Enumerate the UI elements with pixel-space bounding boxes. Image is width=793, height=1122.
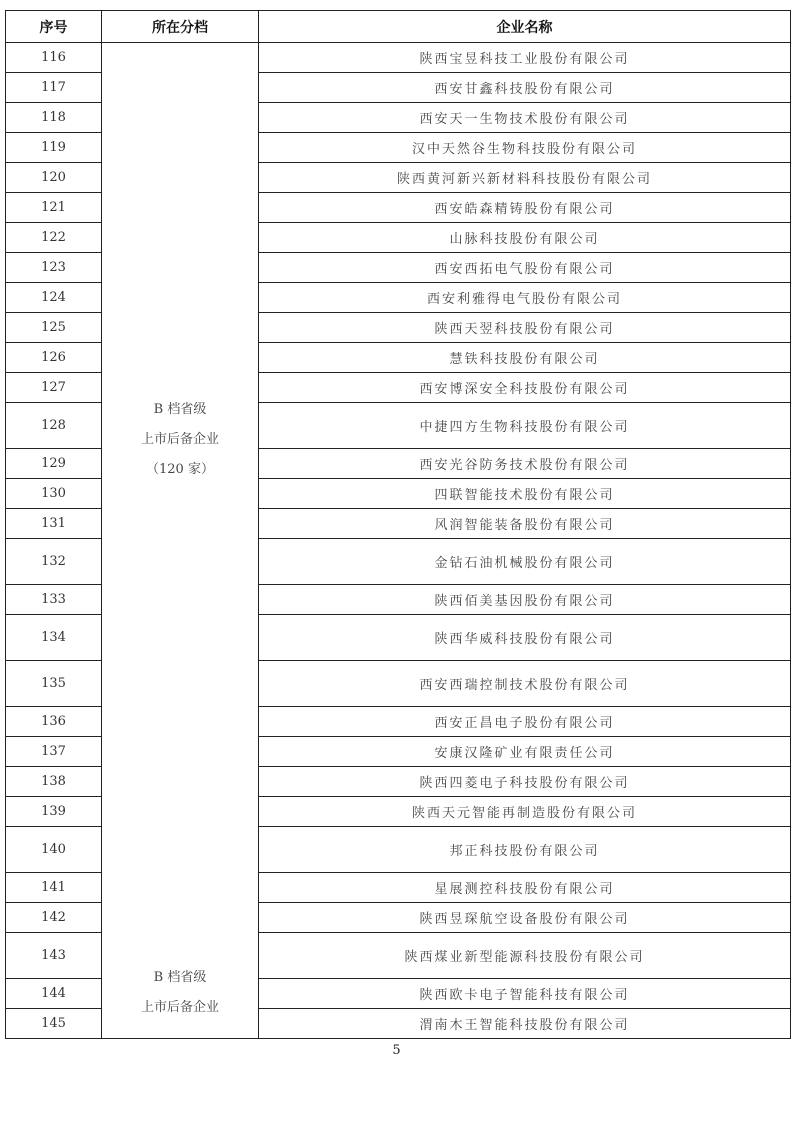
company-name: 陕西昱琛航空设备股份有限公司 xyxy=(259,903,791,933)
row-number: 117 xyxy=(6,73,102,103)
row-number: 116 xyxy=(6,43,102,73)
category-label-2 xyxy=(102,963,258,1023)
row-number: 125 xyxy=(6,313,102,343)
row-number: 139 xyxy=(6,797,102,827)
company-name: 风润智能装备股份有限公司 xyxy=(259,509,791,539)
company-name: 陕西宝昱科技工业股份有限公司 xyxy=(259,43,791,73)
company-name: 陕西天元智能再制造股份有限公司 xyxy=(259,797,791,827)
company-name: 邦正科技股份有限公司 xyxy=(259,827,791,873)
company-name: 西安利雅得电气股份有限公司 xyxy=(259,283,791,313)
company-name: 陕西佰美基因股份有限公司 xyxy=(259,585,791,615)
company-name: 西安天一生物技术股份有限公司 xyxy=(259,103,791,133)
company-name: 陕西欧卡电子智能科技有限公司 xyxy=(259,979,791,1009)
row-number: 131 xyxy=(6,509,102,539)
company-name: 陕西煤业新型能源科技股份有限公司 xyxy=(259,933,791,979)
row-number: 135 xyxy=(6,661,102,707)
company-name: 西安博深安全科技股份有限公司 xyxy=(259,373,791,403)
row-number: 123 xyxy=(6,253,102,283)
row-number: 142 xyxy=(6,903,102,933)
row-number: 140 xyxy=(6,827,102,873)
company-name: 西安光谷防务技术股份有限公司 xyxy=(259,449,791,479)
company-name: 西安西拓电气股份有限公司 xyxy=(259,253,791,283)
header-company: 企业名称 xyxy=(259,11,791,43)
company-name: 西安甘鑫科技股份有限公司 xyxy=(259,73,791,103)
row-number: 121 xyxy=(6,193,102,223)
row-number: 120 xyxy=(6,163,102,193)
company-name: 星展测控科技股份有限公司 xyxy=(259,873,791,903)
category-line: （120 家） xyxy=(146,462,214,477)
row-number: 144 xyxy=(6,979,102,1009)
row-number: 122 xyxy=(6,223,102,253)
row-number: 132 xyxy=(6,539,102,585)
table-header-row xyxy=(6,11,791,43)
company-name: 慧铁科技股份有限公司 xyxy=(259,343,791,373)
row-number: 124 xyxy=(6,283,102,313)
category-line: B 档省级 xyxy=(153,970,207,985)
company-name: 金钻石油机械股份有限公司 xyxy=(259,539,791,585)
page-number: 5 xyxy=(392,1043,401,1058)
row-number: 127 xyxy=(6,373,102,403)
row-number: 133 xyxy=(6,585,102,615)
company-name: 陕西黄河新兴新材料科技股份有限公司 xyxy=(259,163,791,193)
table-row xyxy=(6,43,791,73)
category-line: B 档省级 xyxy=(153,402,207,417)
row-number: 119 xyxy=(6,133,102,163)
company-name: 陕西四菱电子科技股份有限公司 xyxy=(259,767,791,797)
row-number: 118 xyxy=(6,103,102,133)
row-number: 136 xyxy=(6,707,102,737)
company-table xyxy=(5,10,791,1039)
company-name: 陕西天翌科技股份有限公司 xyxy=(259,313,791,343)
row-number: 129 xyxy=(6,449,102,479)
row-number: 141 xyxy=(6,873,102,903)
row-number: 145 xyxy=(6,1009,102,1039)
row-number: 143 xyxy=(6,933,102,979)
category-line: 上市后备企业 xyxy=(140,432,219,447)
company-name: 汉中天然谷生物科技股份有限公司 xyxy=(259,133,791,163)
category-label-1 xyxy=(102,395,258,485)
company-name: 西安正昌电子股份有限公司 xyxy=(259,707,791,737)
header-no: 序号 xyxy=(6,11,102,43)
header-category: 所在分档 xyxy=(102,11,259,43)
company-name: 西安西瑞控制技术股份有限公司 xyxy=(259,661,791,707)
row-number: 126 xyxy=(6,343,102,373)
company-name: 四联智能技术股份有限公司 xyxy=(259,479,791,509)
company-name: 陕西华威科技股份有限公司 xyxy=(259,615,791,661)
row-number: 137 xyxy=(6,737,102,767)
row-number: 134 xyxy=(6,615,102,661)
company-name: 安康汉隆矿业有限责任公司 xyxy=(259,737,791,767)
row-number: 128 xyxy=(6,403,102,449)
company-name: 山脉科技股份有限公司 xyxy=(259,223,791,253)
category-line: 上市后备企业 xyxy=(140,1000,219,1015)
company-name: 西安皓森精铸股份有限公司 xyxy=(259,193,791,223)
row-number: 130 xyxy=(6,479,102,509)
company-name: 中捷四方生物科技股份有限公司 xyxy=(259,403,791,449)
company-name: 渭南木王智能科技股份有限公司 xyxy=(259,1009,791,1039)
category-cell xyxy=(102,43,259,1039)
row-number: 138 xyxy=(6,767,102,797)
